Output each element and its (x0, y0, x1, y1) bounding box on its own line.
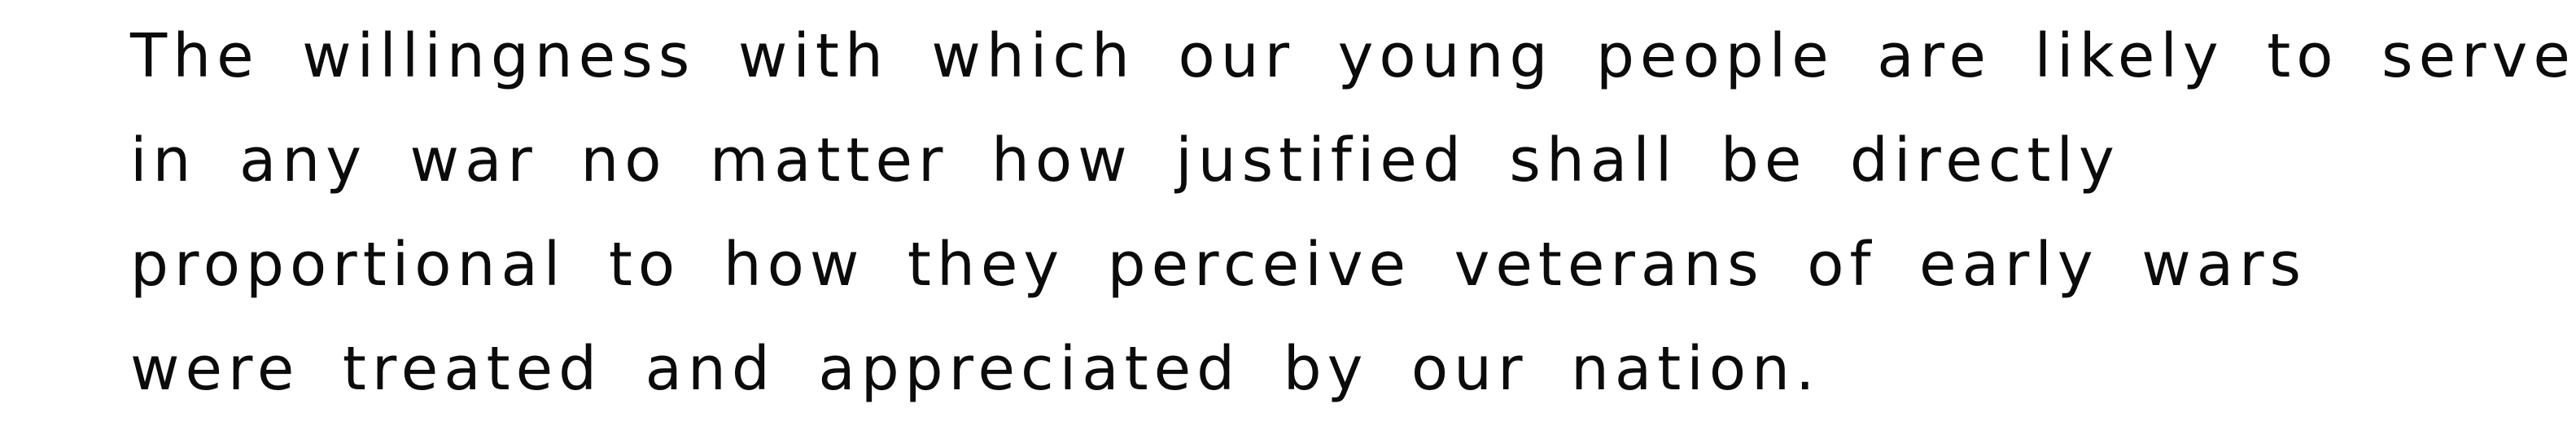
handwritten-line-3: proportional to how they perceive veterans of early wars (130, 230, 2307, 300)
handwritten-line-2: in any war no matter how justified shall be directly (130, 125, 2120, 195)
handwritten-line-4: were treated and appreciated by our nation. (130, 334, 1821, 404)
handwritten-line-1: The willingness with which our young people are likely to serve (130, 21, 2576, 91)
